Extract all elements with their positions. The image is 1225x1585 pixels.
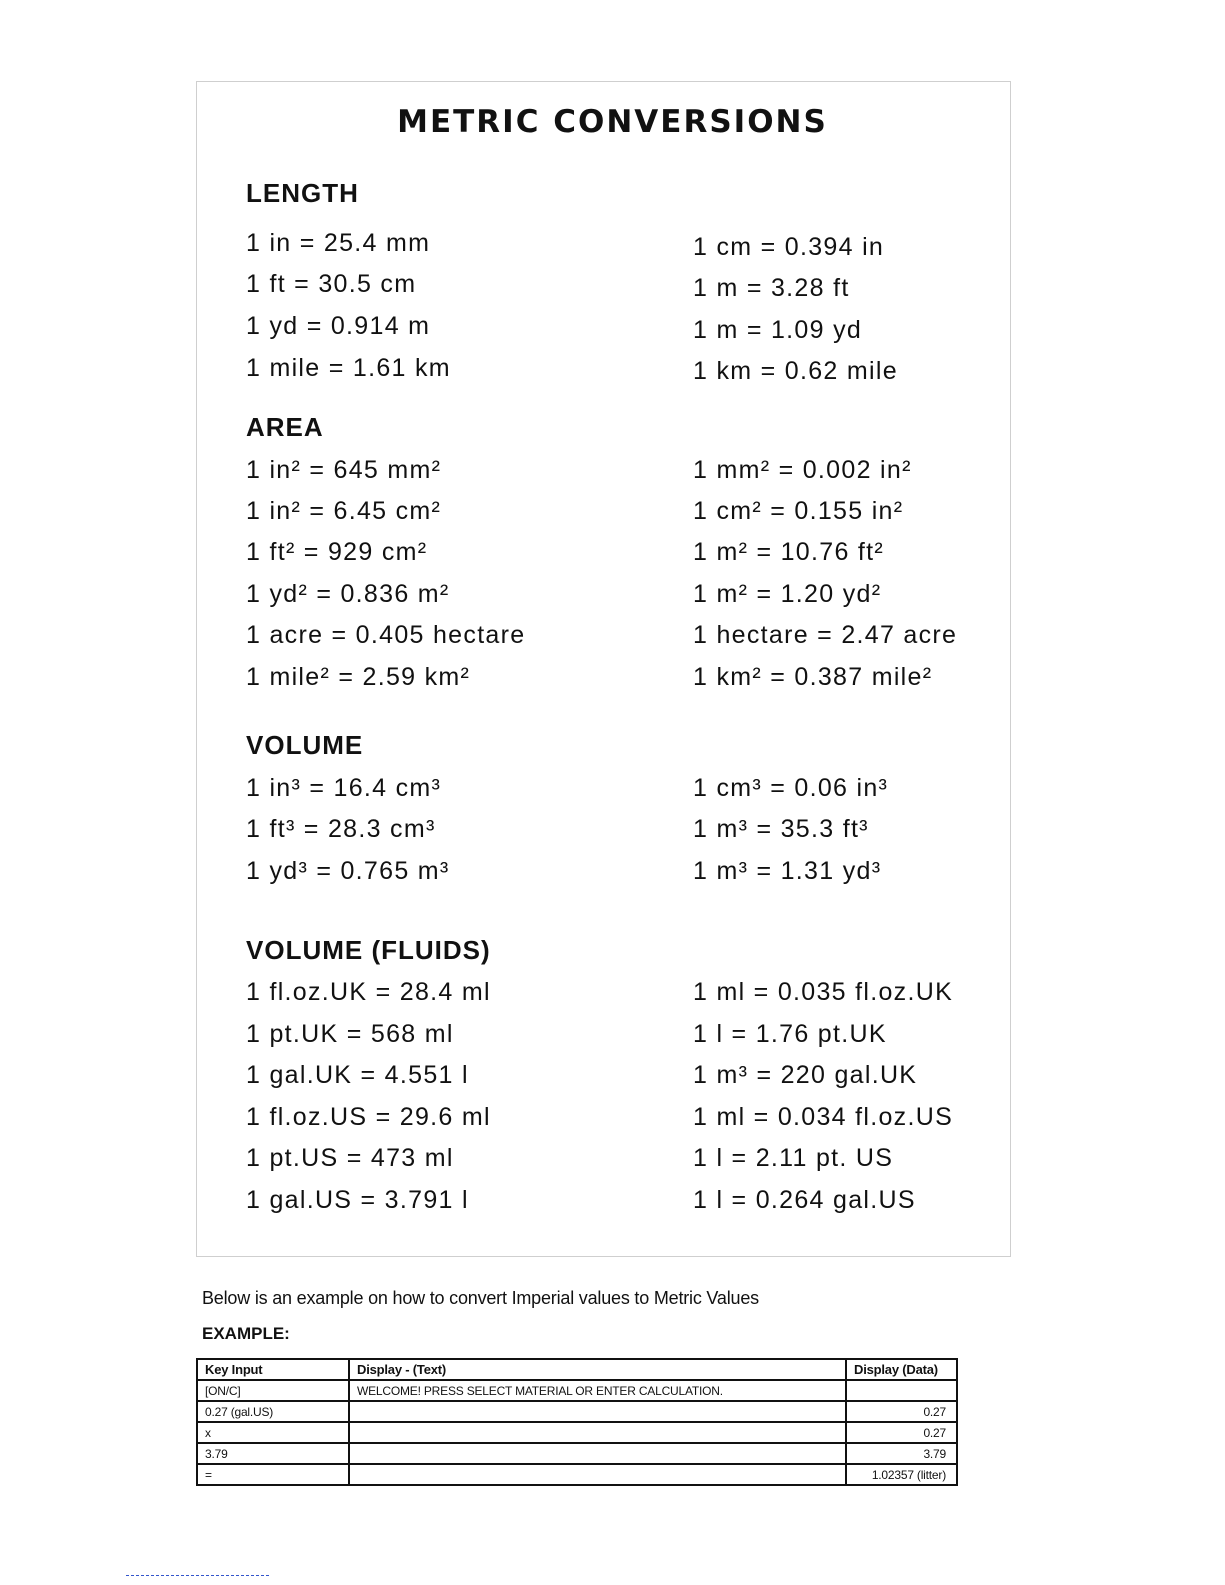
table-row [197,1464,957,1485]
conversion-row: 1 ft = 30.5 cm [246,270,417,298]
conversion-row: 1 mile = 1.61 km [246,354,451,382]
cell-key-input: 0.27 (gal.US) [197,1401,349,1422]
cell-display-text [349,1422,846,1443]
conversion-row: 1 in³ = 16.4 cm³ [246,774,442,802]
conversion-row: 1 gal.UK = 4.551 l [246,1061,469,1089]
column-header-display-data: Display (Data) [846,1359,957,1380]
conversion-row: 1 l = 2.11 pt. US [693,1144,894,1172]
conversion-row: 1 m = 1.09 yd [693,316,863,344]
table-row [197,1401,957,1422]
conversion-row: 1 pt.US = 473 ml [246,1144,454,1172]
section-heading-area: AREA [246,412,324,442]
conversion-row: 1 fl.oz.UK = 28.4 ml [246,978,491,1006]
cell-display-text: WELCOME! PRESS SELECT MATERIAL OR ENTER CALCULATION. [349,1380,846,1401]
column-header-display-text: Display - (Text) [349,1359,846,1380]
conversion-row: 1 ft³ = 28.3 cm³ [246,815,436,843]
conversion-row: 1 in² = 6.45 cm² [246,497,442,525]
example-label: EXAMPLE: [202,1324,290,1343]
conversion-row: 1 fl.oz.US = 29.6 ml [246,1103,491,1131]
conversion-row: 1 ml = 0.035 fl.oz.UK [693,978,954,1006]
cell-key-input: 3.79 [197,1443,349,1464]
conversion-row: 1 yd² = 0.836 m² [246,580,450,608]
table-header-row [197,1359,957,1380]
cell-display-data: 3.79 [846,1443,957,1464]
conversion-row: 1 cm² = 0.155 in² [693,497,904,525]
conversion-row: 1 hectare = 2.47 acre [693,621,958,649]
conversion-row: 1 acre = 0.405 hectare [246,621,526,649]
table-row [197,1422,957,1443]
cell-display-data [846,1380,957,1401]
conversion-row: 1 in = 25.4 mm [246,229,431,257]
cell-display-data: 1.02357 (litter) [846,1464,957,1485]
conversion-row: 1 mm² = 0.002 in² [693,456,912,484]
conversion-row: 1 yd³ = 0.765 m³ [246,857,450,885]
table-row [197,1443,957,1464]
conversion-row: 1 m³ = 220 gal.UK [693,1061,918,1089]
conversion-row: 1 km² = 0.387 mile² [693,663,933,691]
conversion-row: 1 m² = 1.20 yd² [693,580,882,608]
conversion-row: 1 mile² = 2.59 km² [246,663,471,691]
conversion-row: 1 gal.US = 3.791 l [246,1186,469,1214]
conversion-row: 1 m³ = 35.3 ft³ [693,815,869,843]
page-title: METRIC CONVERSIONS [397,104,828,140]
cell-key-input: [ON/C] [197,1380,349,1401]
table-row [197,1380,957,1401]
conversion-row: 1 l = 0.264 gal.US [693,1186,916,1214]
conversion-row: 1 pt.UK = 568 ml [246,1020,454,1048]
cell-display-text [349,1443,846,1464]
cell-display-text [349,1401,846,1422]
cell-display-data: 0.27 [846,1401,957,1422]
cell-key-input: x [197,1422,349,1443]
conversion-row: 1 ml = 0.034 fl.oz.US [693,1103,954,1131]
conversion-row: 1 cm = 0.394 in [693,233,885,261]
column-header-key-input: Key Input [197,1359,349,1380]
example-intro-text: Below is an example on how to convert Imperial values to Metric Values [202,1288,759,1308]
cell-display-data: 0.27 [846,1422,957,1443]
cell-display-text [349,1464,846,1485]
conversion-row: 1 m³ = 1.31 yd³ [693,857,882,885]
section-heading-fluids: VOLUME (FLUIDS) [246,935,491,965]
conversion-row: 1 km = 0.62 mile [693,357,898,385]
example-table [196,1358,958,1486]
conversion-row: 1 yd = 0.914 m [246,312,431,340]
section-heading-volume: VOLUME [246,730,364,760]
conversion-row: 1 in² = 645 mm² [246,456,442,484]
conversion-row: 1 cm³ = 0.06 in³ [693,774,889,802]
footer-link-underline[interactable] [126,1575,269,1576]
conversion-row: 1 ft² = 929 cm² [246,538,428,566]
section-heading-length: LENGTH [246,178,359,208]
cell-key-input: = [197,1464,349,1485]
conversion-row: 1 l = 1.76 pt.UK [693,1020,887,1048]
conversion-row: 1 m = 3.28 ft [693,274,850,302]
conversion-row: 1 m² = 10.76 ft² [693,538,885,566]
